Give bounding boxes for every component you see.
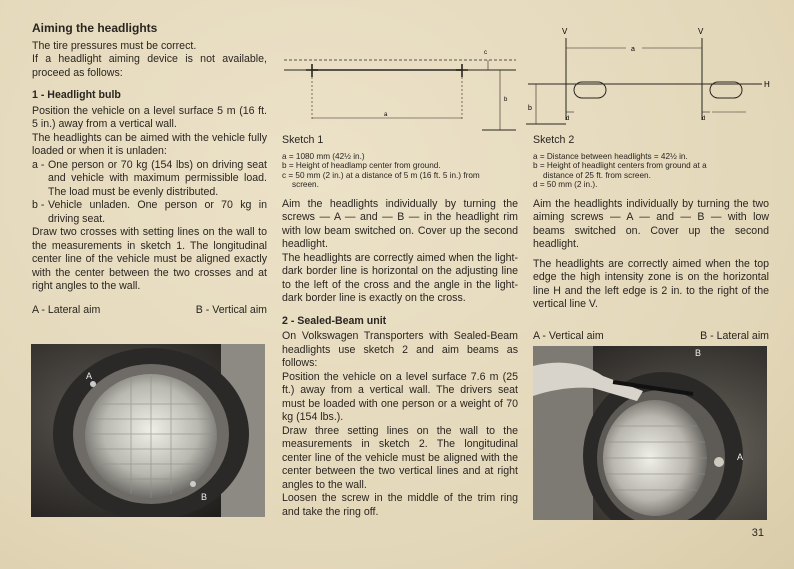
section-1-para-3: Draw two crosses with setting lines on the wall to the measurements in sketch 1. The longitudinal center line of the vehicle must be aligned exactly with the center between the two crosses and at right angles to the wall. [32, 226, 267, 292]
photo-1-caption [32, 304, 267, 318]
col3-para-2: The headlights are correctly aimed when the top edge the high intensity zone is on the horizontal line H and the left edge is 2 in. to the right of the vertical line V. [533, 257, 769, 310]
photo-2-caption [533, 330, 769, 344]
section-2-para-4: Loosen the screw in the middle of the trim ring and take the ring off. [282, 492, 518, 518]
sketch-2-legend [533, 152, 769, 190]
sketch-1-legend [282, 152, 518, 190]
photo-1-caption-a: A - Lateral aim [32, 303, 101, 316]
sketch-2-legend-a: a = Distance between headlights = 42½ in. [533, 151, 688, 161]
sketch-2-label-h: H [764, 80, 770, 89]
sketch-2-label-b: b [528, 105, 532, 112]
section-1-heading: 1 - Headlight bulb [32, 89, 121, 101]
sketch-1-legend-c-cont: screen. [292, 180, 319, 189]
list-item-b-text: Vehicle unladen. One person or 70 kg in driving seat. [48, 199, 267, 225]
sketch-2-label-v2: V [698, 27, 704, 36]
intro-line-1: The tire pressures must be correct. [32, 39, 197, 52]
photo-2-caption-b: B - Lateral aim [700, 329, 769, 342]
list-item-b-label: b - [32, 199, 45, 211]
section-1-para-2: The headlights can be aimed with the vehicle fully loaded or when it is unladen: [32, 131, 267, 157]
list-item-b [32, 199, 267, 226]
section-2-para-3: Draw three setting lines on the wall to the measurements in sketch 2. The longitudinal center line of the vehicle must be aligned with the center between the two vertical lines and at right angles to the wall. [282, 424, 518, 491]
col2-para-2: The headlights are correctly aimed when the light-dark border line is horizontal on the adjusting line to the left of the cross and the angle in the light-dark border line is exactly on the cross. [282, 251, 518, 304]
page-title: Aiming the headlights [32, 21, 158, 35]
sketch-1-label-b: b [504, 97, 508, 103]
sketch-2-legend-b: b = Height of headlight centers from ground at a [533, 161, 707, 170]
sketch-2-diagram [526, 24, 776, 134]
list-item-a-label: a - [32, 158, 45, 171]
sketch-1-label-c: c [484, 50, 487, 56]
section-2-heading: 2 - Sealed-Beam unit [282, 314, 387, 327]
column-right [533, 134, 769, 343]
sketch-2-legend-d: d = 50 mm (2 in.). [533, 180, 598, 189]
sketch-1-legend-c: c = 50 mm (2 in.) at a distance of 5 m (16 ft. 5 in.) from [282, 170, 480, 180]
sketch-1-label-a: a [384, 112, 388, 118]
section-2-para-2: Position the vehicle on a level surface 7.6 m (25 ft.) away from a vertical wall. The drivers seat must be loaded with one person or a weight of 70 kg (154 lbs.). [282, 370, 518, 423]
photo-2-label-b: B [695, 348, 702, 358]
photo-1-caption-b: B - Vertical aim [195, 303, 267, 316]
list-item-a-text: One person or 70 kg (154 lbs) on driving seat and vehicle with maximum permissible load. The load must be evenly distributed. [48, 158, 267, 198]
sketch-2-label-d1: d [566, 116, 570, 122]
col2-para-1: Aim the headlights individually by turning the screws — A — and — B — in the headlight rim with low beam switched on. Cover up the second headlight. [282, 197, 518, 250]
sketch-1-legend-b: b = Height of headlamp center from ground. [282, 161, 441, 170]
sketch-1-legend-a: a = 1080 mm (42½ in.) [282, 151, 365, 161]
section-2-para-1: On Volkswagen Transporters with Sealed-Beam headlights use sketch 2 and aim beams as follows: [282, 330, 518, 369]
section-1-para-1: Position the vehicle on a level surface 5 m (16 ft. 5 in.) away from a vertical wall. [32, 104, 267, 130]
sketch-1-diagram [282, 44, 518, 134]
column-left [32, 22, 267, 317]
sketch-1-title: Sketch 1 [282, 134, 324, 146]
photo-2-caption-a: A - Vertical aim [533, 329, 604, 342]
sketch-2-title: Sketch 2 [533, 134, 575, 146]
sketch-2-legend-b-cont: distance of 25 ft. from screen. [543, 170, 651, 180]
headlight-photo-2 [533, 346, 767, 520]
intro-line-2: If a headlight aiming device is not available, proceed as follows: [32, 53, 267, 79]
sketch-2-label-a: a [631, 46, 635, 53]
sketch-2-label-v1: V [562, 27, 568, 36]
list-item-a [32, 159, 267, 200]
photo-2-label-a: A [737, 452, 744, 462]
col3-para-1: Aim the headlights individually by turning the two aiming screws — A — and — B — with low beams switched on. Cover up the second headlight. [533, 197, 769, 250]
photo-1-label-b: B [201, 492, 208, 502]
sketch-2-label-d2: d [702, 116, 706, 122]
page-number: 31 [751, 527, 764, 539]
photo-1-label-a: A [86, 371, 93, 381]
headlight-photo-1 [31, 344, 265, 517]
column-middle [282, 134, 518, 519]
